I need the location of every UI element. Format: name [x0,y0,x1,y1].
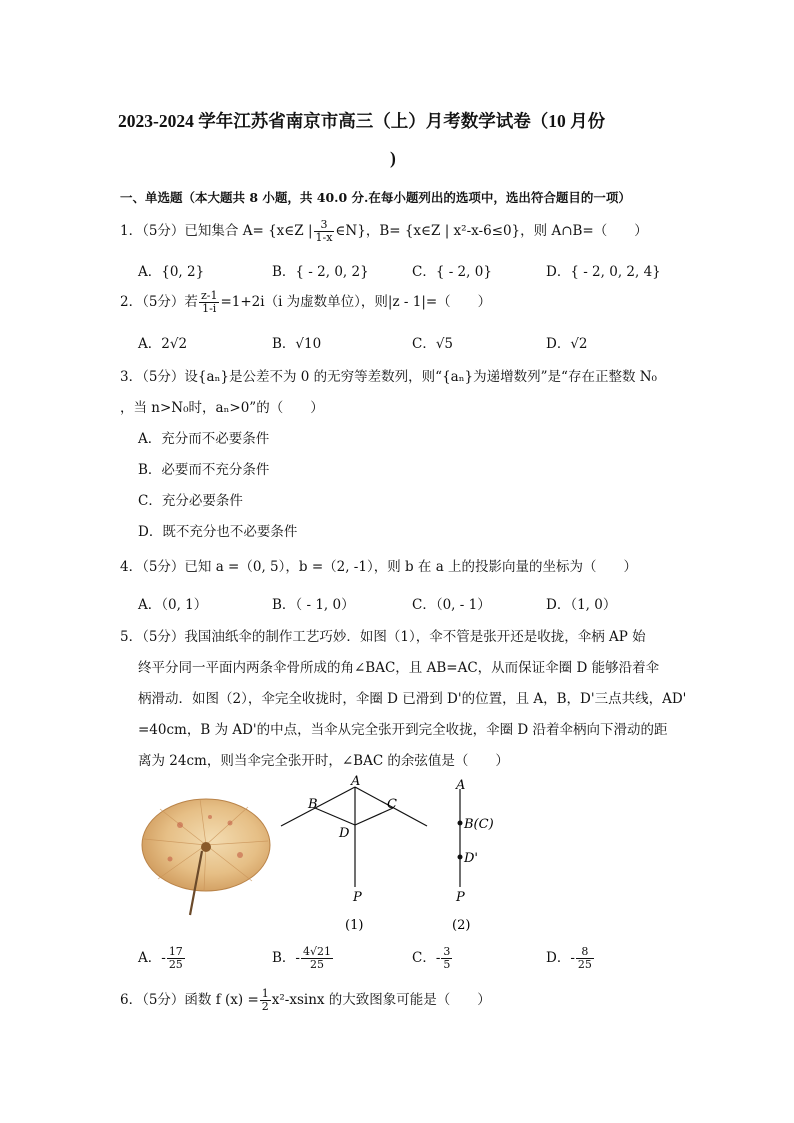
question-5-line3: 柄滑动．如图（2），伞完全收拢时，伞圈 D 已滑到 D'的位置，且 A，B，D'三点共线，AD' [138,691,687,707]
q6-fraction: $\frac{1}{2}$ [261,987,269,1013]
figure-2-diagram [440,775,520,935]
q5-option-d[interactable]: D．- $\frac{8}{25}$ [546,945,592,971]
q3-option-c[interactable]: C．充分必要条件 [138,493,243,509]
question-5-line4: =40cm，B 为 AD'的中点，当伞从完全张开到完全收拢，伞圈 D 沿着伞柄向下滑动的距 [138,722,668,738]
q2-option-a[interactable]: A．2√2 [138,336,188,352]
fig1-label-c: C [387,797,397,812]
fig1-label-p: P [353,890,362,905]
q3-option-d[interactable]: D．既不充分也不必要条件 [138,524,298,540]
q1-option-d[interactable]: D．{ - 2, 0, 2, 4} [546,264,661,280]
question-4: 4．（5分）已知 a =（0, 5），b =（2, -1），则 b 在 a 上的投影向量的坐标为（ ） [120,559,638,575]
q4-option-d[interactable]: D．（1, 0） [546,597,617,613]
q4-option-a[interactable]: A．（0, 1） [138,597,208,613]
q1-fraction: $\frac{3}{1-x}$ [315,218,333,244]
fig2-point-b [458,821,463,826]
q1-option-a[interactable]: A．{0, 2} [138,264,205,280]
q3-option-b[interactable]: B．必要而不充分条件 [138,462,270,478]
page-title-cont: ) [390,148,396,168]
q1-option-b[interactable]: B．{ - 2, 0, 2} [272,264,369,280]
question-3-line1: 3．（5分）设{aₙ}是公差不为 0 的无穷等差数列，则“{aₙ}为递增数列”是“存在正整数 N₀ [120,369,657,385]
question-3-line2: ，当 n>N₀时，aₙ>0”的（ ） [120,400,324,416]
fig2-label-bc: B(C) [464,817,494,832]
fig1-strut-bd [315,808,355,825]
q2-stem: 2．（5分）若 [120,294,198,310]
fig1-label-a: A [351,775,361,789]
q4-option-b[interactable]: B．（ - 1, 0） [272,597,355,613]
q1-stem: 1．（5分）已知集合 A= {x∈Z | [120,223,313,239]
question-5-line1: 5．（5分）我国油纸伞的制作工艺巧妙．如图（1），伞不管是张开还是收拢，伞柄 AP 始 [120,629,646,645]
fig1-label-b: B [308,797,318,812]
question-1 [120,219,648,244]
fig2-caption: (2) [452,918,471,933]
fig1-caption: (1) [345,918,364,933]
figure-1-diagram [275,775,435,935]
section-header: 一、单选题（本大题共 8 小题，共 40.0 分.在每小题列出的选项中，选出符合题目的一项） [120,190,631,205]
q1-option-c[interactable]: C．{ - 2, 0} [412,264,492,280]
fig2-label-d: D' [464,851,478,866]
q3-option-a[interactable]: A．充分而不必要条件 [138,431,270,447]
fig2-label-a: A [456,778,466,793]
q6-stem: 6．（5分）函数 f (x) = [120,992,259,1008]
fig1-label-d: D [339,826,350,841]
q5-option-c[interactable]: C．- $\frac{3}{5}$ [412,945,451,971]
q5-option-b[interactable]: B．- $\frac{4√21}{25}$ [272,945,331,971]
question-5-line5: 离为 24cm，则当伞完全张开时，∠BAC 的余弦值是（ ） [138,753,509,769]
q2-fraction: $\frac{z-1}{1-i}$ [200,289,218,315]
q6-tail: x²-xsinx 的大致图象可能是（ ） [271,992,491,1008]
fig2-label-p: P [456,890,465,905]
fig2-point-d [458,855,463,860]
q5-option-a[interactable]: A．- $\frac{17}{25}$ [138,945,183,971]
question-2 [120,290,491,315]
q2-tail: =1+2i（i 为虚数单位），则|z - 1|=（ ） [220,294,492,310]
question-5-line2: 终平分同一平面内两条伞骨所成的角∠BAC，且 AB=AC，从而保证伞圈 D 能够沿着伞 [138,660,660,676]
q4-option-c[interactable]: C．（0, - 1） [412,597,491,613]
q1-tail: ∈N}，B= {x∈Z | x²-x-6≤0}，则 A∩B=（ ） [335,223,648,239]
q2-option-b[interactable]: B．√10 [272,336,322,352]
question-6 [120,988,491,1013]
q2-option-d[interactable]: D．√2 [546,336,588,352]
page-title: 2023-2024 学年江苏省南京市高三（上）月考数学试卷（10 月份 [118,111,606,131]
umbrella-photo [140,795,275,920]
q2-option-c[interactable]: C．√5 [412,336,454,352]
